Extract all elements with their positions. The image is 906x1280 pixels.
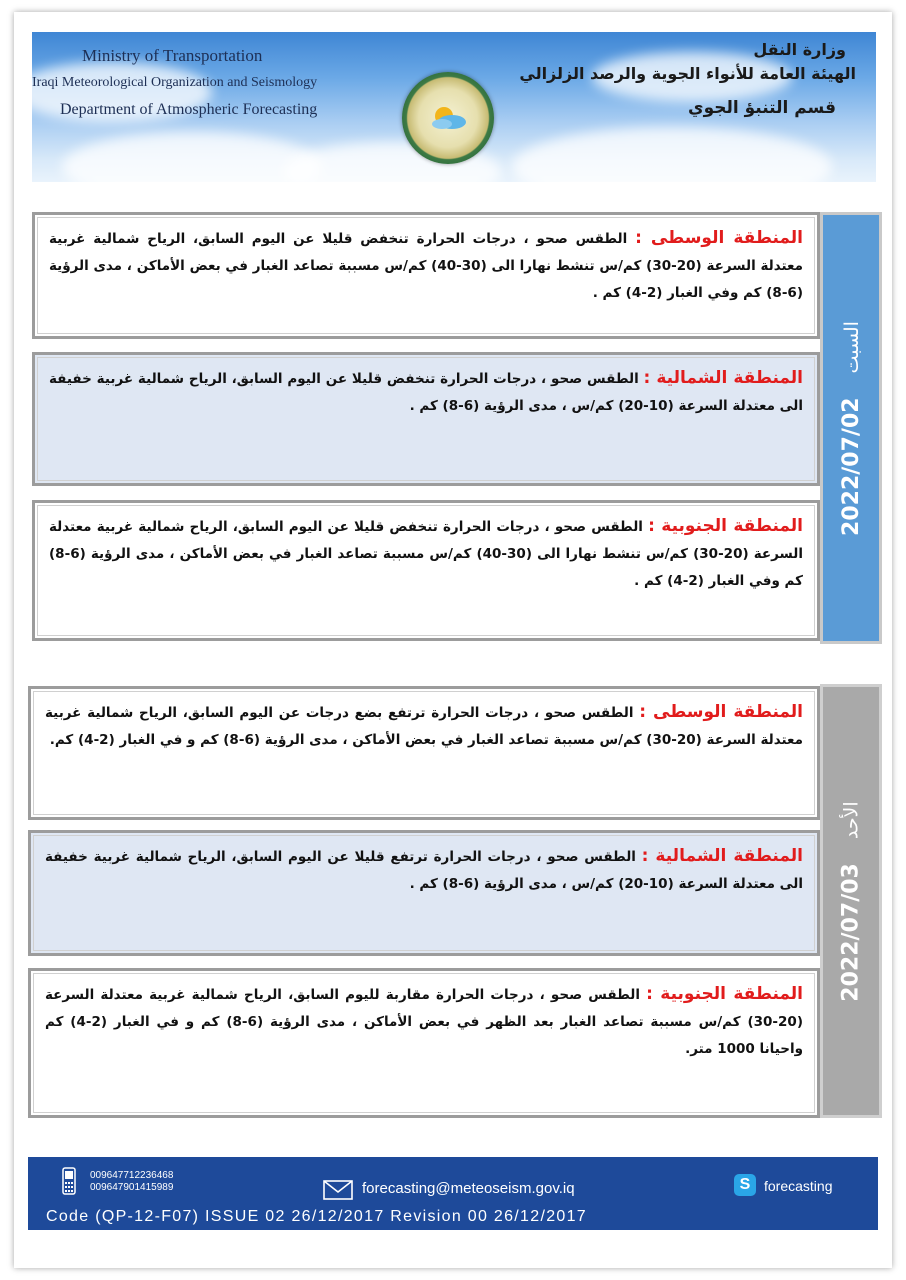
day2-northern-region: [28, 830, 820, 956]
day2-central-region: [28, 686, 820, 820]
day2-date-sidebar: [820, 684, 882, 1118]
day1-date-sidebar: [820, 212, 882, 644]
day1-northern-region: [32, 352, 820, 486]
sun-cloud-icon: [426, 102, 470, 132]
day2-date: 2022/07/03: [838, 862, 864, 1002]
day1-central-region: [32, 212, 820, 339]
region-name: المنطقة الجنوبية :: [646, 984, 804, 1004]
region-name: المنطقة الوسطى :: [639, 702, 803, 722]
mail-icon: [323, 1180, 353, 1200]
document-code: Code (QP-12-F07) ISSUE 02 26/12/2017 Revision 00 26/12/2017: [46, 1208, 587, 1225]
header-ar-ministry: وزارة النقل: [753, 40, 846, 59]
region-forecast: الطقس صحو ، درجات الحرارة مقاربة لليوم السابق، الرياح شمالية غربية معتدلة السرعة (20-30) كم/س مسببة تصاعد الغبار بعد الظهر في بعض الأماكن ، مدى الرؤية (6-8) كم و في الغبار (2-4) كم واحيانا 1000 متر.: [45, 987, 803, 1057]
header-en-organization: Iraqi Meteorological Organization and Seismology: [32, 75, 318, 90]
region-forecast: الطقس صحو ، درجات الحرارة تنخفض قليلا عن اليوم السابق، الرياح شمالية غربية معتدلة السرعة (20-30) كم/س تنشط نهارا الى (30-40) كم/س مسببة تصاعد الغبار في بعض الأماكن ، مدى الرؤية (6-8) كم وفي الغبار (2-4) كم .: [49, 519, 803, 589]
day1-southern-region: [32, 500, 820, 641]
header-banner: [32, 32, 876, 182]
header-en-department: Department of Atmospheric Forecasting: [60, 101, 318, 118]
skype-handle[interactable]: forecasting: [764, 1178, 833, 1194]
email-link[interactable]: forecasting@meteoseism.gov.iq: [362, 1180, 575, 1197]
region-name: المنطقة الوسطى :: [635, 228, 803, 248]
day1-date: 2022/07/02: [838, 396, 864, 536]
phone-numbers: [90, 1170, 173, 1194]
day1-day-name: السبت: [840, 320, 863, 373]
day2-date-label: [839, 801, 864, 1001]
phone-number-1: 009647712236468: [90, 1170, 174, 1181]
region-forecast: الطقس صحو ، درجات الحرارة تنخفض قليلا عن اليوم السابق، الرياح شمالية غربية خفيفة الى معتدلة السرعة (10-20) كم/س ، مدى الرؤية (6-8) كم .: [49, 371, 803, 414]
region-name: المنطقة الشمالية :: [641, 846, 803, 866]
footer: [28, 1157, 878, 1230]
header-ar-organization: الهيئة العامة للأنواء الجوية والرصد الزلزالي: [519, 64, 856, 83]
phone-number-2: 009647901415989: [90, 1182, 174, 1193]
region-forecast: الطقس صحو ، درجات الحرارة ترتفع قليلا عن اليوم السابق، الرياح شمالية غربية خفيفة الى معتدلة السرعة (10-20) كم/س ، مدى الرؤية (6-8) كم .: [45, 849, 803, 892]
phone-icon: [62, 1167, 76, 1195]
skype-icon: S: [734, 1174, 756, 1196]
organization-logo-icon: [402, 72, 494, 164]
region-forecast: الطقس صحو ، درجات الحرارة تنخفض قليلا عن اليوم السابق، الرياح شمالية غربية معتدلة السرعة (20-30) كم/س تنشط نهارا الى (30-40) كم/س مسببة تصاعد الغبار في بعض الأماكن ، مدى الرؤية (6-8) كم وفي الغبار (2-4) كم .: [49, 231, 803, 301]
header-en-ministry: Ministry of Transportation: [82, 46, 263, 65]
region-name: المنطقة الشمالية :: [643, 368, 803, 388]
day2-day-name: الأحد: [840, 800, 863, 839]
day2-southern-region: [28, 968, 820, 1118]
region-forecast: الطقس صحو ، درجات الحرارة ترتفع بضع درجات عن اليوم السابق، الرياح شمالية غربية معتدلة السرعة (20-30) كم/س مسببة تصاعد الغبار في بعض الأماكن ، مدى الرؤية (6-8) كم و في الغبار (2-4) كم.: [45, 705, 803, 748]
day1-date-label: [839, 321, 864, 536]
region-name: المنطقة الجنوبية :: [648, 516, 803, 536]
header-ar-department: قسم التنبؤ الجوي: [688, 98, 836, 118]
